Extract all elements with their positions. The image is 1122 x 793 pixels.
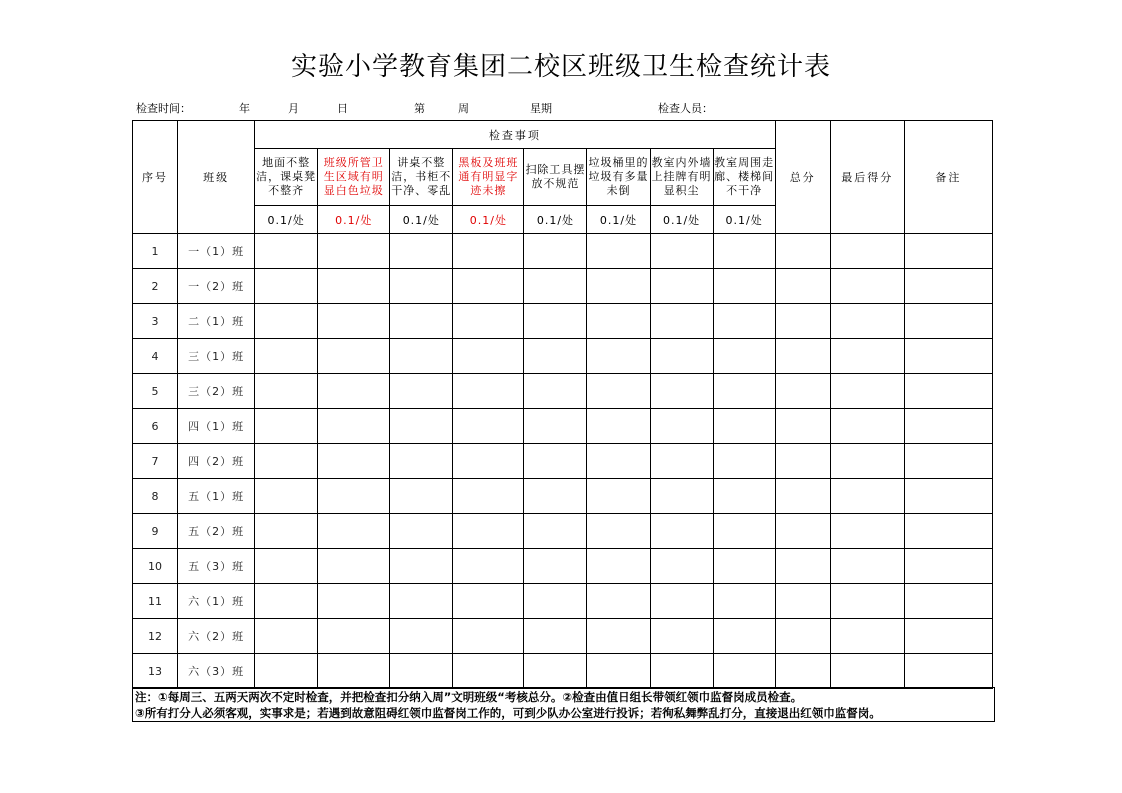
table-row [133,654,993,689]
score-cell[interactable] [255,304,318,339]
score-cell[interactable] [775,619,830,654]
row-class-name: 四（1）班 [178,409,255,444]
inspection-item-4: 黑板及班班通有明显字迹未擦 [453,149,524,206]
score-cell[interactable] [318,444,390,479]
score-cell[interactable] [524,374,587,409]
score-cell[interactable] [453,269,524,304]
score-cell[interactable] [775,514,830,549]
table-row [133,479,993,514]
header-remark: 备注 [904,121,992,234]
score-cell[interactable] [318,514,390,549]
table-row [133,514,993,549]
row-number: 10 [133,549,178,584]
score-cell[interactable] [255,374,318,409]
page-title: 实验小学教育集团二校区班级卫生检查统计表 [290,52,831,82]
score-cell[interactable] [830,339,904,374]
score-cell[interactable] [650,409,713,444]
week-suffix-label: 周 [458,102,469,115]
score-cell[interactable] [453,479,524,514]
table-row [133,409,993,444]
notes [132,687,995,722]
inspection-item-score-4: 0.1/处 [453,206,524,234]
inspection-item-score-3: 0.1/处 [390,206,453,234]
inspection-item-score-6: 0.1/处 [587,206,650,234]
table-row [133,269,993,304]
score-cell[interactable] [775,479,830,514]
row-number: 11 [133,584,178,619]
check-time-label: 检查时间： [136,102,191,115]
score-cell[interactable] [830,549,904,584]
score-cell[interactable] [713,409,775,444]
inspection-item-score-7: 0.1/处 [650,206,713,234]
header-class: 班级 [178,121,255,234]
score-cell[interactable] [390,339,453,374]
score-cell[interactable] [650,584,713,619]
score-cell[interactable] [830,619,904,654]
score-cell[interactable] [255,444,318,479]
score-cell[interactable] [830,444,904,479]
score-cell[interactable] [775,234,830,269]
score-cell[interactable] [904,479,992,514]
row-class-name: 五（3）班 [178,549,255,584]
score-cell[interactable] [587,584,650,619]
score-cell[interactable] [255,234,318,269]
score-cell[interactable] [904,339,992,374]
row-number: 12 [133,619,178,654]
score-cell[interactable] [255,339,318,374]
score-cell[interactable] [904,269,992,304]
score-cell[interactable] [390,654,453,689]
row-class-name: 一（2）班 [178,269,255,304]
row-class-name: 二（1）班 [178,304,255,339]
inspection-item-5: 扫除工具摆放不规范 [524,149,587,206]
score-cell[interactable] [453,304,524,339]
score-cell[interactable] [650,514,713,549]
score-cell[interactable] [318,409,390,444]
score-cell[interactable] [390,234,453,269]
score-cell[interactable] [713,549,775,584]
score-cell[interactable] [587,514,650,549]
score-cell[interactable] [587,619,650,654]
inspection-item-score-8: 0.1/处 [713,206,775,234]
score-cell[interactable] [713,374,775,409]
score-cell[interactable] [318,479,390,514]
row-class-name: 六（3）班 [178,654,255,689]
header-final-score: 最后得分 [830,121,904,234]
score-cell[interactable] [587,374,650,409]
row-number: 5 [133,374,178,409]
score-cell[interactable] [587,409,650,444]
score-cell[interactable] [830,304,904,339]
table-row [133,584,993,619]
row-number: 9 [133,514,178,549]
score-cell[interactable] [713,479,775,514]
score-cell[interactable] [775,304,830,339]
header-seq: 序号 [133,121,178,234]
score-cell[interactable] [904,619,992,654]
table-row [133,444,993,479]
score-cell[interactable] [390,479,453,514]
score-cell[interactable] [390,444,453,479]
row-number: 1 [133,234,178,269]
score-cell[interactable] [775,339,830,374]
row-class-name: 一（1）班 [178,234,255,269]
score-cell[interactable] [524,234,587,269]
row-class-name: 三（2）班 [178,374,255,409]
score-cell[interactable] [830,374,904,409]
score-cell[interactable] [524,549,587,584]
inspector-label: 检查人员： [658,102,713,115]
score-cell[interactable] [318,339,390,374]
score-cell[interactable] [390,514,453,549]
score-cell[interactable] [390,269,453,304]
note-line-1: 注：①每周三、五两天两次不定时检查，并把检查扣分纳入周”文明班级“考核总分。②检查由值日组长带领红领巾监督岗成员检查。 [135,690,803,704]
score-cell[interactable] [390,549,453,584]
header-total: 总分 [775,121,830,234]
score-cell[interactable] [587,549,650,584]
score-cell[interactable] [524,269,587,304]
score-cell[interactable] [524,409,587,444]
score-cell[interactable] [318,269,390,304]
score-cell[interactable] [453,444,524,479]
score-cell[interactable] [650,479,713,514]
inspection-item-8: 教室周围走廊、楼梯间不干净 [713,149,775,206]
score-cell[interactable] [318,619,390,654]
inspection-item-7: 教室内外墙上挂牌有明显积尘 [650,149,713,206]
score-cell[interactable] [587,269,650,304]
score-cell[interactable] [830,584,904,619]
score-cell[interactable] [453,514,524,549]
score-cell[interactable] [453,549,524,584]
inspection-item-score-5: 0.1/处 [524,206,587,234]
inspection-table [132,120,993,689]
score-cell[interactable] [587,234,650,269]
score-cell[interactable] [650,619,713,654]
inspection-item-score-1: 0.1/处 [255,206,318,234]
score-cell[interactable] [830,269,904,304]
score-cell[interactable] [775,584,830,619]
score-cell[interactable] [524,654,587,689]
score-cell[interactable] [587,479,650,514]
weekday-label: 星期 [530,102,552,115]
table-row [133,339,993,374]
score-cell[interactable] [713,584,775,619]
score-cell[interactable] [713,444,775,479]
score-cell[interactable] [453,409,524,444]
score-cell[interactable] [713,234,775,269]
score-cell[interactable] [904,654,992,689]
score-cell[interactable] [524,619,587,654]
score-cell[interactable] [650,339,713,374]
score-cell[interactable] [524,514,587,549]
score-cell[interactable] [524,304,587,339]
score-cell[interactable] [255,514,318,549]
score-cell[interactable] [650,234,713,269]
score-cell[interactable] [904,549,992,584]
score-cell[interactable] [255,479,318,514]
score-cell[interactable] [713,269,775,304]
row-class-name: 三（1）班 [178,339,255,374]
score-cell[interactable] [318,654,390,689]
row-class-name: 五（2）班 [178,514,255,549]
score-cell[interactable] [830,654,904,689]
score-cell[interactable] [587,654,650,689]
score-cell[interactable] [255,619,318,654]
score-cell[interactable] [775,374,830,409]
score-cell[interactable] [775,409,830,444]
score-cell[interactable] [904,444,992,479]
score-cell[interactable] [255,549,318,584]
row-class-name: 六（2）班 [178,619,255,654]
score-cell[interactable] [255,269,318,304]
score-cell[interactable] [904,514,992,549]
score-cell[interactable] [318,374,390,409]
row-number: 6 [133,409,178,444]
score-cell[interactable] [390,304,453,339]
month-label: 月 [288,102,299,115]
inspection-item-score-2: 0.1/处 [318,206,390,234]
row-number: 8 [133,479,178,514]
score-cell[interactable] [830,479,904,514]
score-cell[interactable] [650,444,713,479]
table-row [133,374,993,409]
inspection-item-3: 讲桌不整洁，书柜不干净、零乱 [390,149,453,206]
row-class-name: 四（2）班 [178,444,255,479]
score-cell[interactable] [775,269,830,304]
inspection-item-1: 地面不整洁，课桌凳不整齐 [255,149,318,206]
week-prefix-label: 第 [414,102,425,115]
score-cell[interactable] [318,234,390,269]
day-label: 日 [337,102,348,115]
score-cell[interactable] [904,584,992,619]
table-row [133,234,993,269]
row-class-name: 六（1）班 [178,584,255,619]
score-cell[interactable] [587,339,650,374]
score-cell[interactable] [587,304,650,339]
score-cell[interactable] [830,234,904,269]
row-class-name: 五（1）班 [178,479,255,514]
note-line-2: ③所有打分人必须客观，实事求是；若遇到故意阻碍红领巾监督岗工作的，可到少队办公室进行投诉；若徇私舞弊乱打分，直接退出红领巾监督岗。 [135,706,881,720]
score-cell[interactable] [255,654,318,689]
score-cell[interactable] [904,409,992,444]
table-row [133,304,993,339]
score-cell[interactable] [255,409,318,444]
header-items-group: 检查事项 [255,121,776,149]
score-cell[interactable] [587,444,650,479]
score-cell[interactable] [904,234,992,269]
score-cell[interactable] [713,304,775,339]
score-cell[interactable] [453,374,524,409]
row-number: 13 [133,654,178,689]
row-number: 4 [133,339,178,374]
score-cell[interactable] [453,654,524,689]
score-cell[interactable] [390,374,453,409]
score-cell[interactable] [524,444,587,479]
score-cell[interactable] [650,269,713,304]
score-cell[interactable] [650,654,713,689]
inspection-item-6: 垃圾桶里的垃圾有多量未倒 [587,149,650,206]
score-cell[interactable] [713,514,775,549]
score-cell[interactable] [390,409,453,444]
score-cell[interactable] [650,304,713,339]
score-cell[interactable] [390,619,453,654]
score-cell[interactable] [453,619,524,654]
score-cell[interactable] [775,444,830,479]
row-number: 2 [133,269,178,304]
table-row [133,549,993,584]
score-cell[interactable] [255,584,318,619]
score-cell[interactable] [830,409,904,444]
year-label: 年 [239,102,250,115]
score-cell[interactable] [453,234,524,269]
score-cell[interactable] [318,304,390,339]
score-cell[interactable] [904,304,992,339]
row-number: 7 [133,444,178,479]
score-cell[interactable] [775,654,830,689]
score-cell[interactable] [524,339,587,374]
inspection-item-2: 班级所管卫生区域有明显白色垃圾 [318,149,390,206]
score-cell[interactable] [390,584,453,619]
score-cell[interactable] [453,339,524,374]
score-cell[interactable] [904,374,992,409]
score-cell[interactable] [650,374,713,409]
score-cell[interactable] [713,654,775,689]
table-row [133,619,993,654]
score-cell[interactable] [524,584,587,619]
row-number: 3 [133,304,178,339]
score-cell[interactable] [830,514,904,549]
score-cell[interactable] [713,339,775,374]
score-cell[interactable] [318,584,390,619]
score-cell[interactable] [775,549,830,584]
score-cell[interactable] [650,549,713,584]
score-cell[interactable] [318,549,390,584]
score-cell[interactable] [713,619,775,654]
score-cell[interactable] [453,584,524,619]
score-cell[interactable] [524,479,587,514]
